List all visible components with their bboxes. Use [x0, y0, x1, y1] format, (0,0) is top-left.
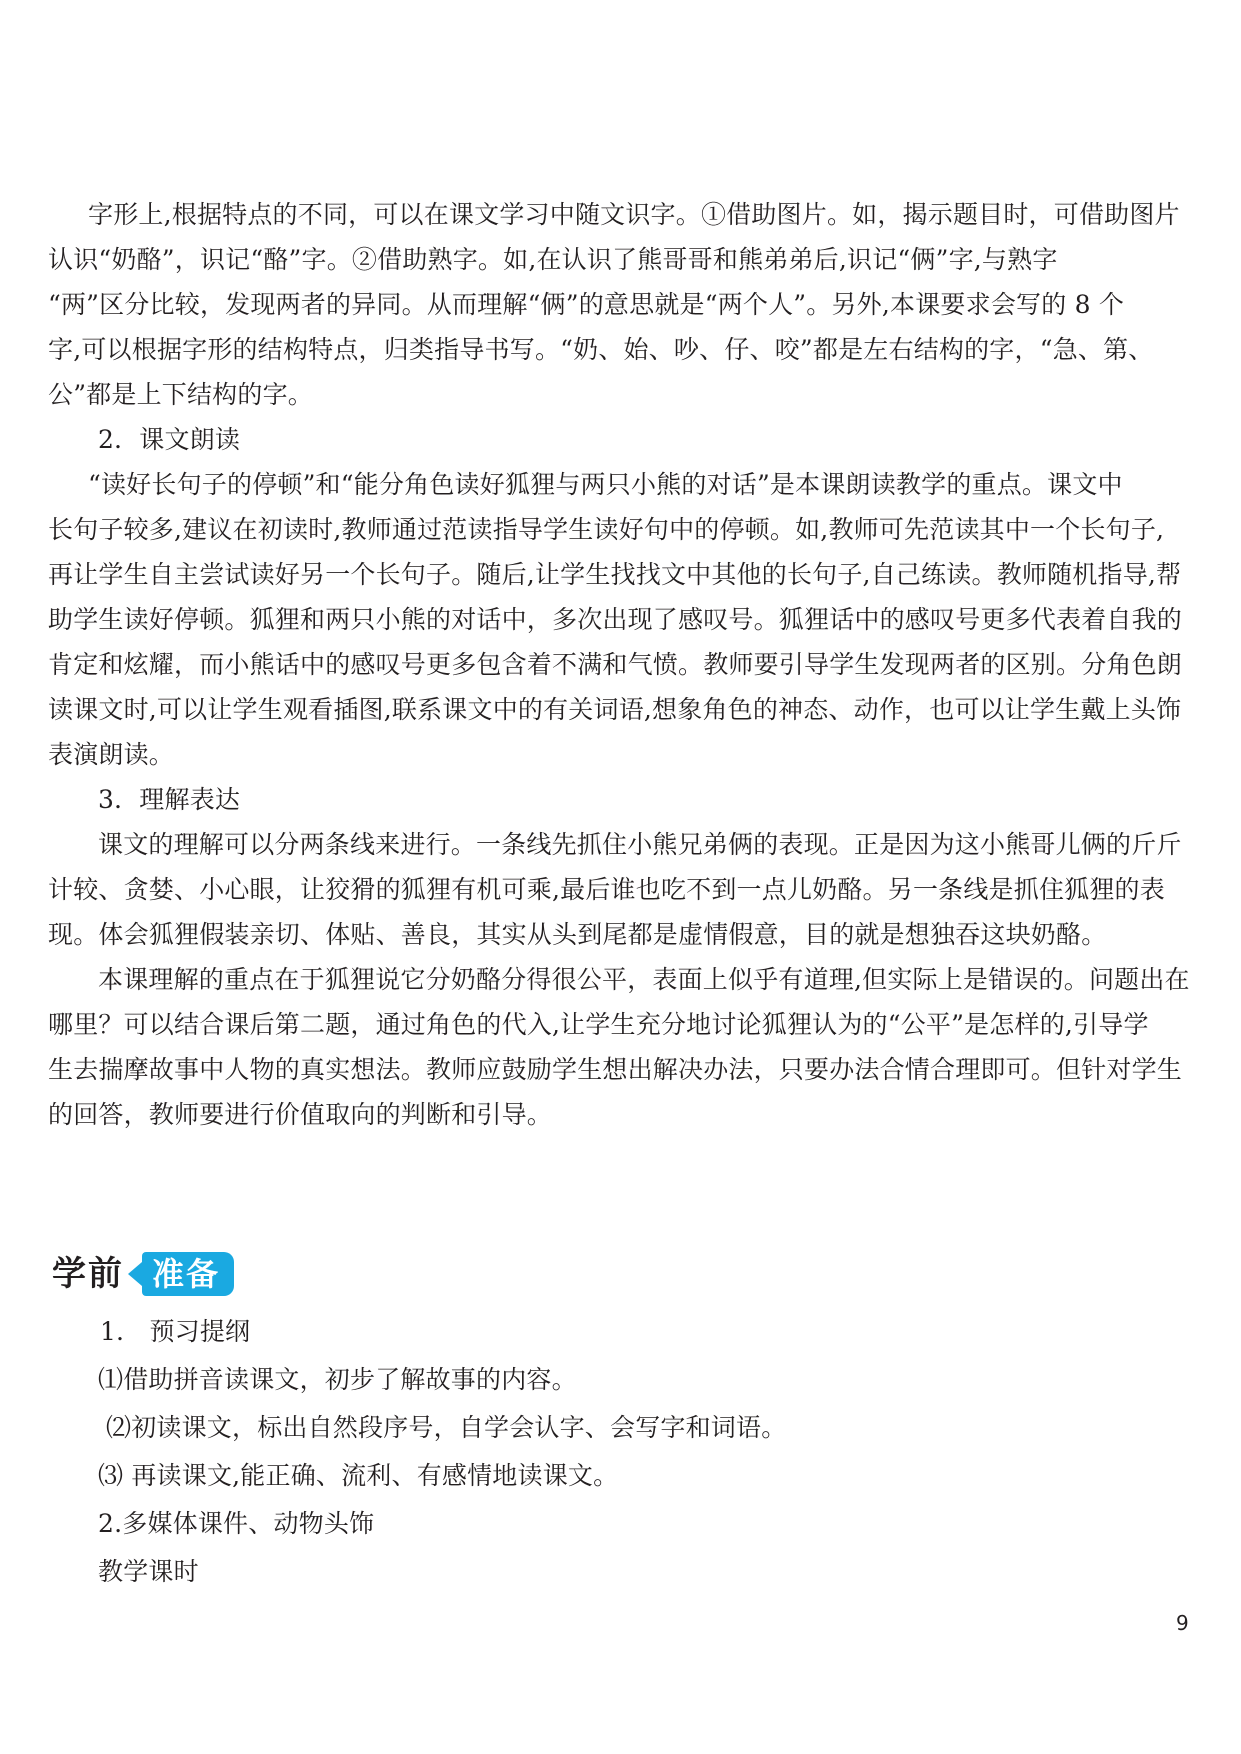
- prep-item: ⑶ 再读课文,能正确、流利、有感情地读课文。: [98, 1461, 619, 1490]
- paragraph-line: 本课理解的重点在于狐狸说它分奶酪分得很公平，表面上似乎有道理,但实际上是错误的。问题出在: [98, 965, 1190, 994]
- paragraph-line: 生去揣摩故事中人物的真实想法。教师应鼓励学生想出解决办法，只要办法合情合理即可。但针对学生: [48, 1055, 1183, 1084]
- paragraph-line: “两”区分比较，发现两者的异同。从而理解“俩”的意思就是“两个人”。另外,本课要求会写的 8 个: [48, 290, 1125, 319]
- paragraph-line: 长句子较多,建议在初读时,教师通过范读指导学生读好句中的停顿。如,教师可先范读其中一个长句子,: [48, 515, 1165, 544]
- paragraph-line: 助学生读好停顿。狐狸和两只小熊的对话中，多次出现了感叹号。狐狸话中的感叹号更多代表着自我的: [48, 605, 1183, 634]
- paragraph-line: 读课文时,可以让学生观看插图,联系课文中的有关词语,想象角色的神态、动作，也可以让学生戴上头饰: [48, 695, 1182, 724]
- paragraph-line: 字,可以根据字形的结构特点，归类指导书写。“奶、始、吵、仔、咬”都是左右结构的字，“急、第、: [48, 335, 1154, 364]
- section-title-tag-label: 准备: [152, 1255, 221, 1293]
- paragraph-line: 现。体会狐狸假装亲切、体贴、善良，其实从头到尾都是虚情假意，目的就是想独吞这块奶酪。: [48, 920, 1107, 949]
- prep-item: 教学课时: [98, 1557, 199, 1586]
- paragraph-line: 计较、贪婪、小心眼，让狡猾的狐狸有机可乘,最后谁也吃不到一点儿奶酪。另一条线是抓住狐狸的表: [48, 875, 1165, 904]
- paragraph-line: 认识“奶酪”，识记“酪”字。②借助熟字。如,在认识了熊哥哥和熊弟弟后,识记“俩”字,与熟字: [48, 245, 1058, 274]
- section-heading: [52, 1251, 234, 1297]
- paragraph-line: 课文的理解可以分两条线来进行。一条线先抓住小熊兄弟俩的表现。正是因为这小熊哥儿俩的斤斤: [98, 830, 1182, 859]
- prep-item: ⑴借助拼音读课文，初步了解故事的内容。: [98, 1365, 577, 1394]
- paragraph-line: 哪里？可以结合课后第二题，通过角色的代入,让学生充分地讨论狐狸认为的“公平”是怎样的,引导学: [48, 1010, 1149, 1039]
- section-title-main: 学前: [52, 1254, 124, 1294]
- paragraph-line: “读好长句子的停顿”和“能分角色读好狐狸与两只小熊的对话”是本课朗读教学的重点。课文中: [88, 470, 1123, 499]
- paragraph-line: 表演朗读。: [48, 740, 175, 769]
- subheading: 3．理解表达: [98, 785, 241, 814]
- page-number: 9: [1176, 1611, 1189, 1635]
- prep-item: 1． 预习提纲: [100, 1317, 251, 1346]
- paragraph-line: 公”都是上下结构的字。: [48, 380, 313, 409]
- paragraph-line: 肯定和炫耀，而小熊话中的感叹号更多包含着不满和气愤。教师要引导学生发现两者的区别。分角色朗: [48, 650, 1183, 679]
- prep-item: ⑵初读课文，标出自然段序号，自学会认字、会写字和词语。: [106, 1413, 787, 1442]
- paragraph-line: 的回答，教师要进行价值取向的判断和引导。: [48, 1100, 553, 1129]
- paragraph-line: 字形上,根据特点的不同，可以在课文学习中随文识字。①借助图片。如，揭示题目时，可借助图片: [88, 200, 1180, 229]
- paragraph-line: 再让学生自主尝试读好另一个长句子。随后,让学生找找文中其他的长句子,自己练读。教师随机指导,帮: [48, 560, 1182, 589]
- prep-item: 2.多媒体课件、动物头饰: [98, 1509, 375, 1538]
- section-title-tag: [142, 1252, 234, 1296]
- subheading: 2．课文朗读: [98, 425, 241, 454]
